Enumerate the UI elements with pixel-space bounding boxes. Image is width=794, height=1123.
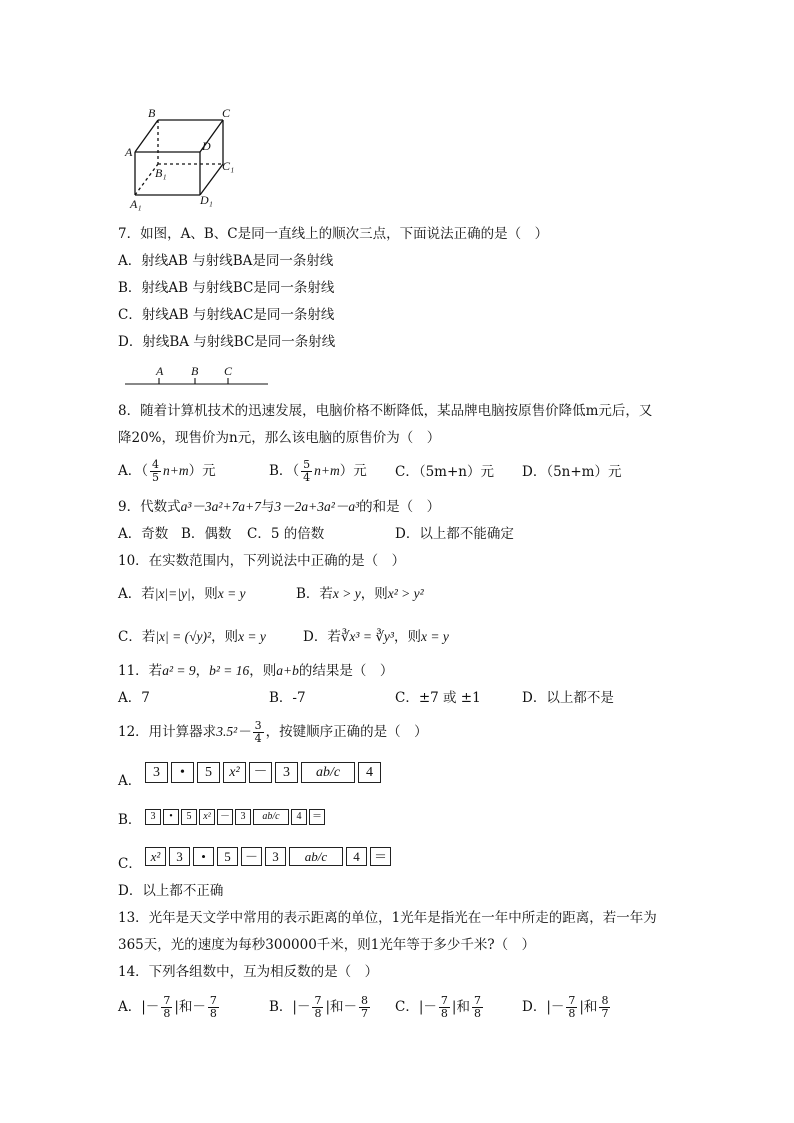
q9-option-b: B．偶数 [181,526,232,542]
q13-line2: 365天，光的速度为每秒300000千米，则1光年等于多少千米?（ ） [118,937,536,953]
q14-stem: 14．下列各组数中，互为相反数的是（ ） [118,964,379,980]
q11-option-b: B．-7 [269,690,306,706]
q9-option-c: C．5 的倍数 [247,526,325,542]
q10-option-a: A．若|x|=|y|，则x = y [118,586,246,602]
q14-option-c: C．|－ $\frac{7}{8}$ |和 $\frac{7}{8}$ [395,994,481,1020]
key-5: 5 [197,762,220,783]
key-4: 4 [291,809,307,825]
key-4: 4 [346,847,367,866]
q12-stem: 12．用计算器求3.5²－ $\frac{3}{4}$ ，按键顺序正确的是（ ） [118,719,428,745]
q11-stem: 11．若a² = 9，b² = 16，则a+b的结果是（ ） [118,663,394,679]
q12-option-a-label: A． [118,773,142,789]
key-minus: － [217,809,233,825]
cube-label: D₁ [200,193,213,207]
cube-figure [120,100,250,215]
key-x-squared: x² [145,847,166,866]
key-minus: － [241,847,262,866]
q10-option-b: B．若x > y，则x² > y² [296,586,424,602]
key-3: 3 [275,762,298,783]
q7-stem: 7．如图，A、B、C是同一直线上的顺次三点，下面说法正确的是（ ） [118,226,549,242]
q7-option-c: C．射线AB 与射线AC是同一条射线 [118,307,335,323]
line-label: C [224,364,233,378]
key-x-squared: x² [223,762,246,783]
q14-option-d: D．|－ $\frac{7}{8}$ |和 $\frac{8}{7}$ [522,994,609,1020]
cube-label: B [148,106,156,120]
q11-option-d: D．以上都不是 [522,690,614,706]
q8-stem-line1: 8．随着计算机技术的迅速发展，电脑价格不断降低，某品牌电脑按原售价降低m元后，又 [118,403,653,419]
key-3: 3 [145,762,168,783]
q9-option-d: D．以上都不能确定 [395,526,514,542]
q12-option-b-label: B． [118,812,142,828]
q7-option-a: A．射线AB 与射线BA是同一条射线 [118,253,334,269]
q11-option-c: C．±7 或 ±1 [395,690,481,706]
key-3: 3 [145,809,161,825]
cube-label: A [125,145,133,159]
key-3: 3 [169,847,190,866]
key-minus: － [249,762,272,783]
key-equals: ＝ [309,809,325,825]
key-ab-c: ab/c [253,809,289,825]
q10-stem: 10．在实数范围内，下列说法中正确的是（ ） [118,553,406,569]
key-4: 4 [358,762,381,783]
key-x-squared: x² [199,809,215,825]
cube-label: B₁ [155,166,167,180]
q8-option-c: C．（5m+n）元 [395,464,494,480]
q14-option-a: A．|－ $\frac{7}{8}$ |和－ $\frac{7}{8}$ [118,994,217,1020]
q7-option-b: B．射线AB 与射线BC是同一条射线 [118,280,335,296]
q8-option-d: D．（5n+m）元 [522,464,622,480]
q7-line-figure [120,360,275,388]
q8-option-a: A．（ $\frac{4}{5}$ n+m）元 [118,458,216,484]
key-ab-c: ab/c [289,847,343,866]
key-5: 5 [181,809,197,825]
key-5: 5 [217,847,238,866]
key-3: 3 [235,809,251,825]
q12-option-d: D．以上都不正确 [118,883,224,899]
q8-stem-line2: 降20%，现售价为n元，那么该电脑的原售价为（ ） [118,430,441,446]
q9-option-a: A．奇数 [118,526,169,542]
q12-option-c-label: C． [118,856,142,872]
cube-label: C [222,106,231,120]
key-dot [171,762,194,783]
q11-option-a: A．7 [118,690,150,706]
q10-option-c: C．若|x| = (√y)²，则x = y [118,629,266,645]
key-dot [163,809,179,825]
key-3: 3 [265,847,286,866]
key-ab-c: ab/c [301,762,355,783]
q8-option-b: B．（ $\frac{5}{4}$ n+m）元 [269,458,367,484]
line-label: A [156,364,164,378]
q12-option-b-keys [145,806,327,825]
line-label: B [191,364,199,378]
cube-label: C₁ [222,159,235,173]
cube-label: A₁ [130,197,142,211]
q7-option-d: D．射线BA 与射线BC是同一条射线 [118,334,336,350]
q10-option-d: D．若∛x³ = ∛y³，则x = y [303,629,449,645]
q12-option-c-keys [145,846,394,866]
key-equals: ＝ [370,847,391,866]
key-dot [193,847,214,866]
cube-label: D [202,139,211,153]
q9-stem: 9．代数式a³－3a²+7a+7与3－2a+3a²－a³的和是（ ） [118,499,441,515]
q13-line1: 13．光年是天文学中常用的表示距离的单位，1光年是指光在一年中所走的距离，若一年为 [118,910,657,926]
q12-option-a-keys [145,762,384,783]
q14-option-b: B．|－ $\frac{7}{8}$ |和－ $\frac{8}{7}$ [269,994,369,1020]
